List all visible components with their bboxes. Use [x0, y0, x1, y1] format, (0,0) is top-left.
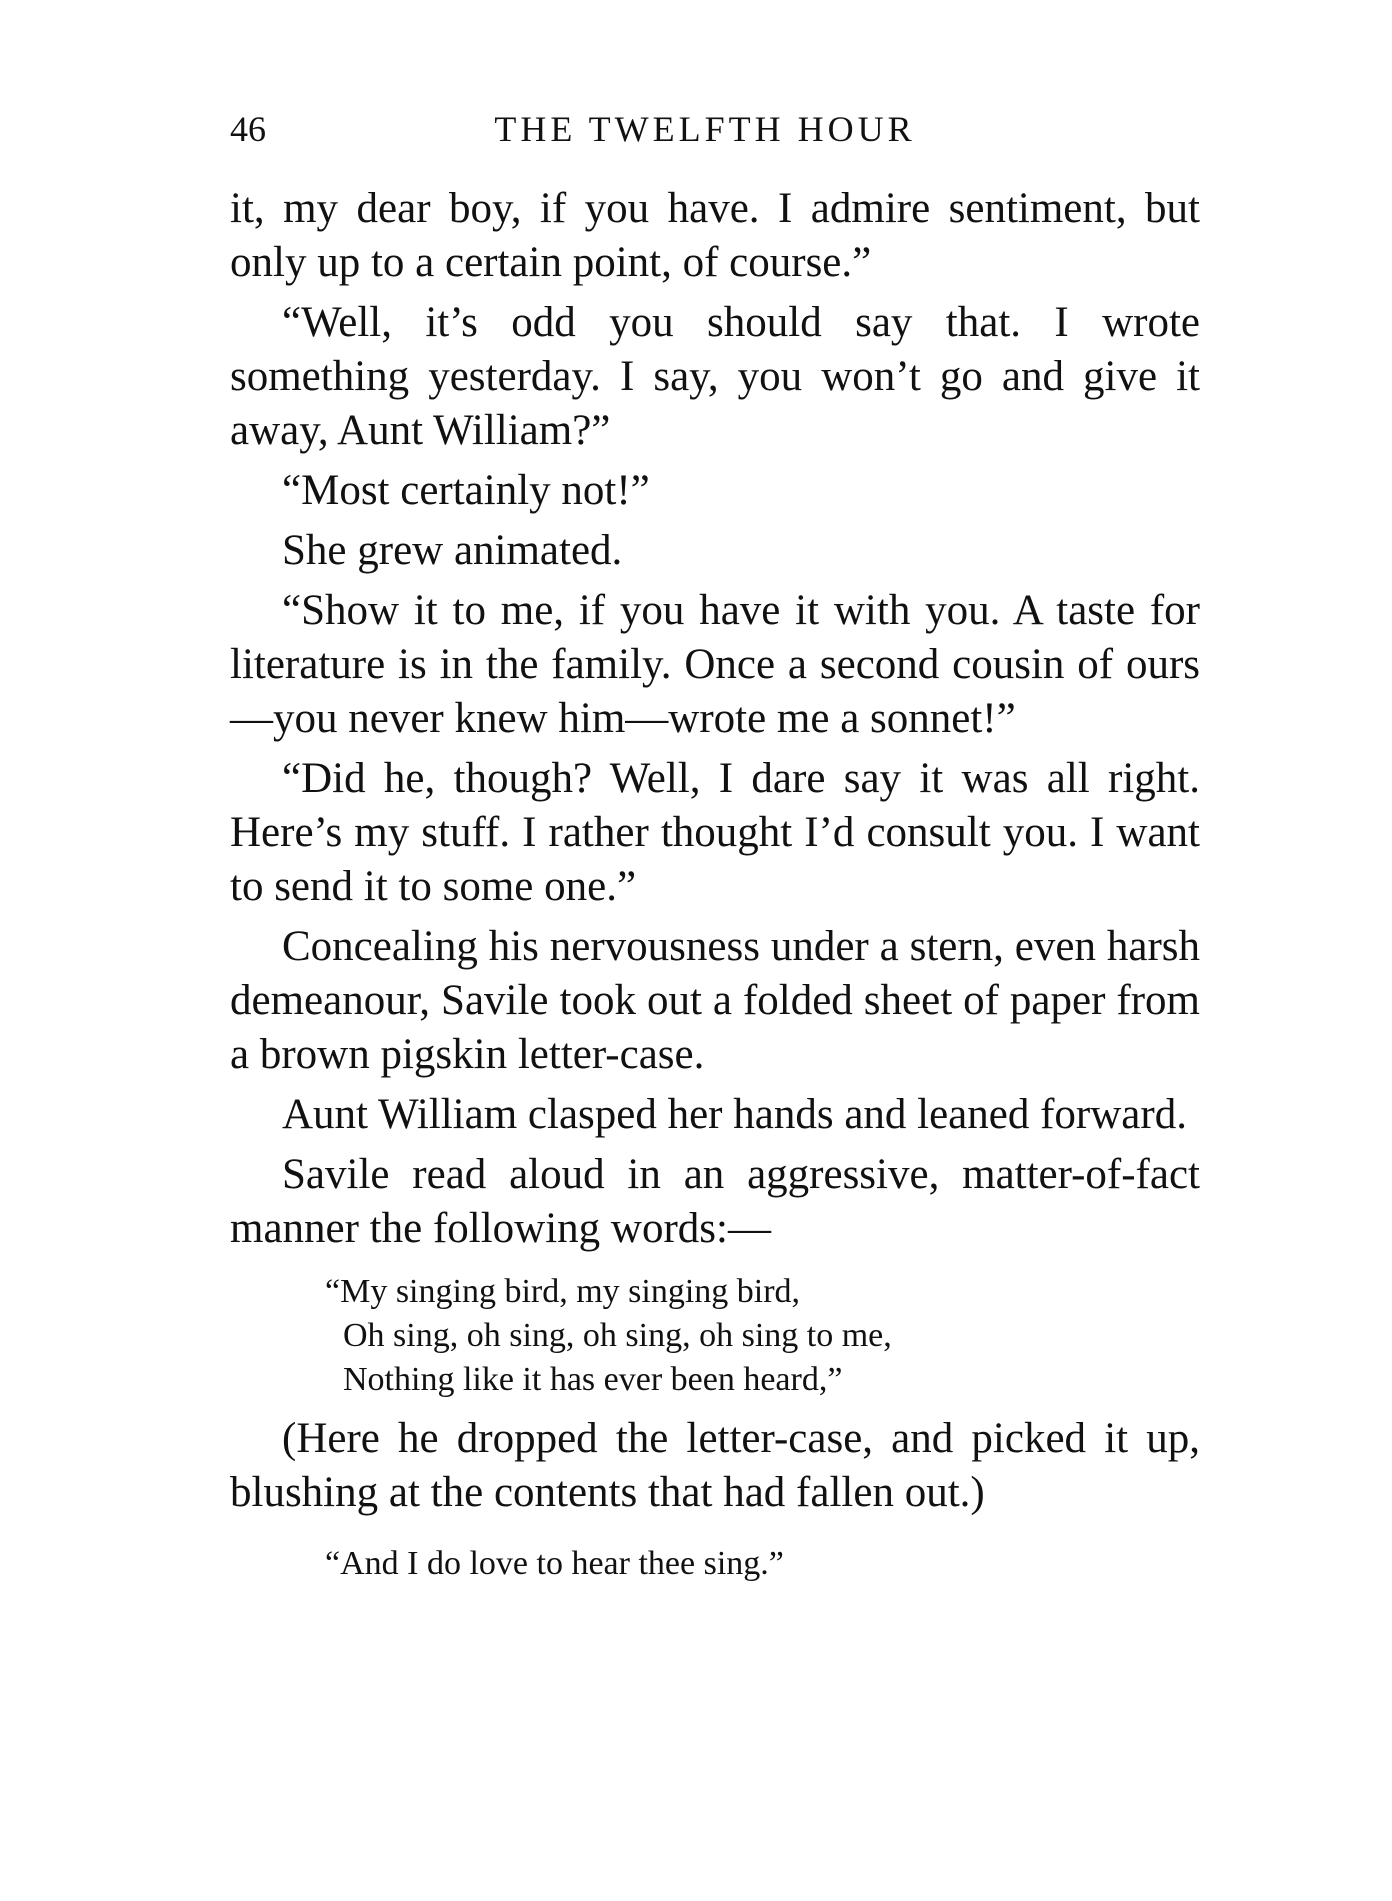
paragraph: “Well, it’s odd you should say that. I wrote something yesterday. I say, you won’t go and give it away, Aunt William?”: [230, 299, 1200, 454]
verse-line: “And I do love to hear thee sing.”: [325, 1545, 784, 1582]
paragraph: Concealing his nervousness under a stern, even harsh demeanour, Savile took out a folded sheet of paper from a brown pigskin letter-case.: [230, 923, 1200, 1078]
verse-line: Oh sing, oh sing, oh sing, oh sing to me,: [343, 1317, 892, 1354]
paragraph: Savile read aloud in an aggressive, matter-of-fact manner the following words:—: [230, 1151, 1200, 1252]
paragraph: She grew animated.: [282, 527, 623, 574]
paragraph: “Show it to me, if you have it with you. A taste for literature is in the family. Once a second cousin of ours—you never knew him—wrote me a sonnet!”: [230, 587, 1200, 742]
body-text: [230, 182, 1200, 1596]
verse-line: Nothing like it has ever been heard,”: [343, 1361, 843, 1398]
running-head: [230, 108, 1200, 158]
verse-line: “My singing bird, my singing bird,: [325, 1273, 801, 1310]
paragraph: “Did he, though? Well, I dare say it was all right. Here’s my stuff. I rather thought I’d consult you. I want to send it to some one.”: [230, 755, 1200, 910]
paragraph: “Most certainly not!”: [282, 467, 650, 514]
verse-block: [325, 1542, 1200, 1586]
paragraph: it, my dear boy, if you have. I admire sentiment, but only up to a certain point, of course.”: [230, 185, 1200, 286]
paragraph: Aunt William clasped her hands and leaned forward.: [282, 1091, 1187, 1138]
paragraph: (Here he dropped the letter-case, and picked it up, blushing at the contents that had fallen out.): [230, 1415, 1200, 1516]
running-title: THE TWELFTH HOUR: [494, 109, 916, 149]
page-number: 46: [230, 109, 266, 149]
verse-block: [325, 1270, 1200, 1402]
